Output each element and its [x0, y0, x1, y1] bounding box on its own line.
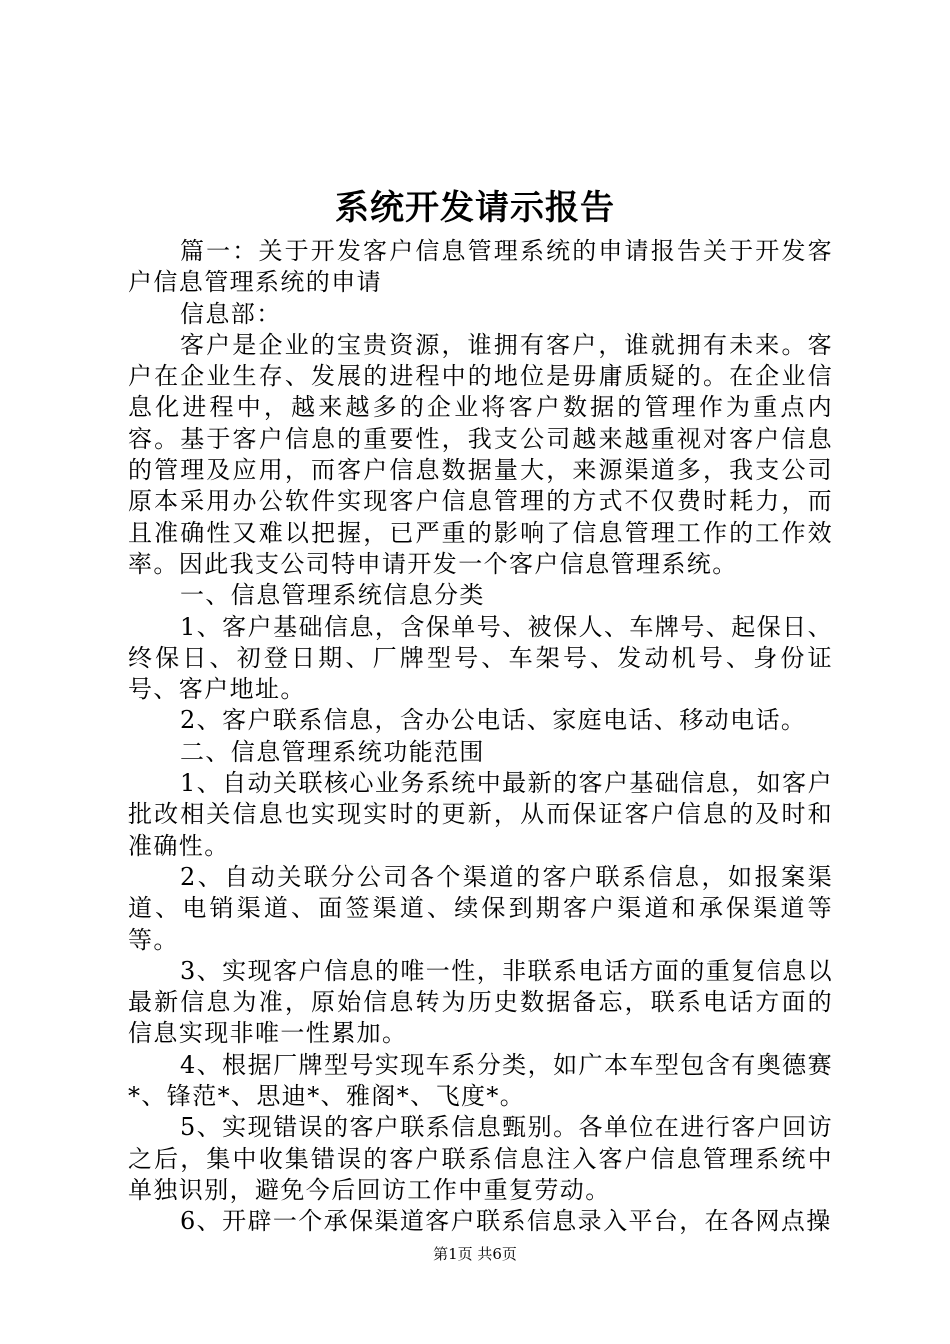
paragraph-function-2: 2、自动关联分公司各个渠道的客户联系信息，如报案渠道、电销渠道、面签渠道、续保到期客户渠道和承保渠道等等。	[128, 862, 833, 954]
document-body	[128, 236, 833, 1238]
paragraph-function-6: 6、开辟一个承保渠道客户联系信息录入平台，在各网点操	[180, 1207, 832, 1236]
page-number-footer: 第1页 共6页	[433, 1245, 517, 1263]
paragraph-article-heading: 篇一：关于开发客户信息管理系统的申请报告关于开发客户信息管理系统的申请	[128, 237, 833, 297]
paragraph-function-3: 3、实现客户信息的唯一性，非联系电话方面的重复信息以最新信息为准，原始信息转为历史数据备忘，联系电话方面的信息实现非唯一性累加。	[128, 956, 833, 1048]
paragraph-background: 客户是企业的宝贵资源，谁拥有客户，谁就拥有未来。客户在企业生存、发展的进程中的地位是毋庸质疑的。在企业信息化进程中，越来越多的企业将客户数据的管理作为重点内容。基于客户信息的重要性，我支公司越来越重视对客户信息的管理及应用，而客户信息数据量大，来源渠道多，我支公司原本采用办公软件实现客户信息管理的方式不仅费时耗力，而且准确性又难以把握，已严重的影响了信息管理工作的工作效率。因此我支公司特申请开发一个客户信息管理系统。	[128, 330, 833, 578]
section-heading-classification: 一、信息管理系统信息分类	[180, 581, 485, 610]
paragraph-function-5: 5、实现错误的客户联系信息甄别。各单位在进行客户回访之后，集中收集错误的客户联系信息注入客户信息管理系统中单独识别，避免今后回访工作中重复劳动。	[128, 1113, 833, 1204]
paragraph-item-basic-info: 1、客户基础信息，含保单号、被保人、车牌号、起保日、终保日、初登日期、厂牌型号、车架号、发动机号、身份证号、客户地址。	[128, 612, 833, 704]
paragraph-item-contact-info: 2、客户联系信息，含办公电话、家庭电话、移动电话。	[180, 706, 807, 735]
paragraph-function-1: 1、自动关联核心业务系统中最新的客户基础信息，如客户批改相关信息也实现实时的更新，从而保证客户信息的及时和准确性。	[128, 769, 833, 860]
paragraph-function-4: 4、根据厂牌型号实现车系分类，如广本车型包含有奥德赛*、锋范*、思迪*、雅阁*、飞度*。	[128, 1050, 833, 1111]
document-title: 系统开发请示报告	[335, 188, 615, 228]
paragraph-addressee: 信息部：	[180, 299, 282, 328]
section-heading-function-scope: 二、信息管理系统功能范围	[180, 737, 485, 766]
